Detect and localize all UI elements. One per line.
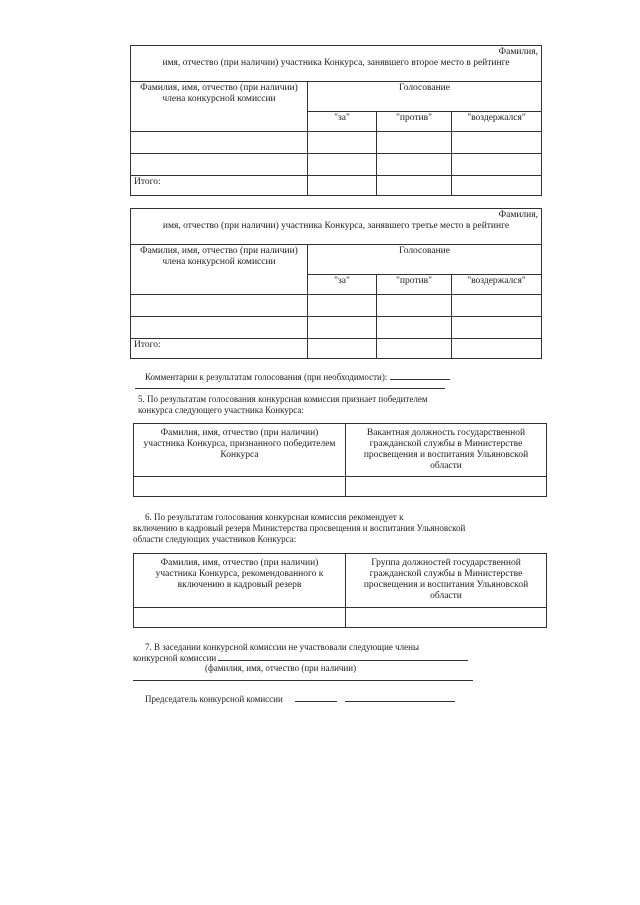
comments-label: Комментарии к результатам голосования (при необходимости): — [145, 372, 388, 382]
vote-for-header: "за" — [308, 275, 377, 295]
position-column-header: Вакантная должность государственной гражданской службы в Министерстве просвещения и воспитания Ульяновской области — [346, 424, 547, 477]
absent-members-underline — [133, 680, 473, 681]
voting-column-header: Голосование — [308, 82, 542, 112]
table-row — [131, 154, 542, 176]
group-column-header: Группа должностей государственной гражданской службы в Министерстве просвещения и воспитания Ульяновской области — [346, 554, 547, 608]
winner-column-header: Фамилия, имя, отчество (при наличии) участника Конкурса, признанного победителем Конкурса — [134, 424, 346, 477]
table-row — [131, 132, 542, 154]
vote-against-header: "против" — [377, 112, 452, 132]
table-row — [131, 339, 542, 359]
table-row — [131, 295, 542, 317]
chairman-signature-blank — [295, 701, 337, 702]
comments-blank — [390, 379, 450, 380]
candidate-name-label: Фамилия, — [498, 210, 538, 220]
table-row — [134, 608, 547, 628]
table-row — [131, 317, 542, 339]
vote-for-header: "за" — [308, 112, 377, 132]
table-header — [131, 209, 542, 245]
winner-table — [133, 423, 547, 497]
chairman-label: Председатель конкурсной комиссии — [145, 694, 283, 704]
section-6-line2: включению в кадровый резерв Министерства просвещения и воспитания Ульяновской — [133, 523, 466, 533]
comments-line — [145, 372, 450, 383]
chairman-name-blank — [345, 701, 455, 702]
section-5-text: 5. По результатам голосования конкурсная комиссия признает победителем конкурса следующего участника Конкурса: — [138, 394, 428, 415]
table-row — [131, 176, 542, 196]
voting-table-second-place — [130, 45, 542, 196]
member-column-header: Фамилия, имя, отчество (при наличии) члена конкурсной комиссии — [131, 245, 308, 295]
voting-table-third-place — [130, 208, 542, 359]
section-6-line1: 6. По результатам голосования конкурсная комиссия рекомендует к — [145, 512, 404, 522]
voting-column-header: Голосование — [308, 245, 542, 275]
candidate-caption: имя, отчество (при наличии) участника Конкурса, занявшего второе место в рейтинге — [162, 57, 510, 68]
total-label: Итого: — [131, 339, 308, 359]
section-7-line1: 7. В заседании конкурсной комиссии не участвовали следующие члены — [145, 642, 420, 652]
table-row — [134, 476, 547, 496]
section-7-line2: конкурсной комиссии — [133, 653, 217, 663]
vote-abstain-header: "воздержался" — [452, 275, 542, 295]
candidate-name-label: Фамилия, — [498, 47, 538, 57]
section-7-caption: (фамилия, имя, отчество (при наличии) — [205, 663, 357, 673]
reserve-table — [133, 553, 547, 628]
section-6-line3: области следующих участников Конкурса: — [133, 534, 297, 544]
comments-underline — [135, 388, 445, 389]
absent-members-blank — [218, 660, 468, 661]
vote-against-header: "против" — [377, 275, 452, 295]
chairman-line — [145, 694, 455, 705]
total-label: Итого: — [131, 176, 308, 196]
vote-abstain-header: "воздержался" — [452, 112, 542, 132]
table-header — [131, 46, 542, 82]
candidate-caption: имя, отчество (при наличии) участника Конкурса, занявшего третье место в рейтинге — [162, 220, 510, 231]
member-column-header: Фамилия, имя, отчество (при наличии) члена конкурсной комиссии — [131, 82, 308, 132]
reserve-column-header: Фамилия, имя, отчество (при наличии) участника Конкурса, рекомендованного к включению в кадровый резерв — [134, 554, 346, 608]
